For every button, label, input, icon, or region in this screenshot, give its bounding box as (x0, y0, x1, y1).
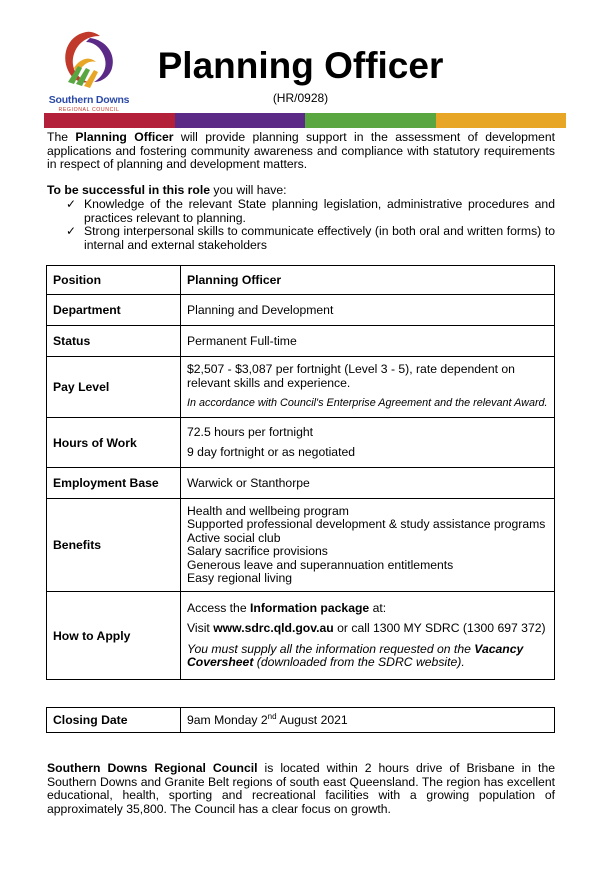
row-value (181, 357, 555, 418)
table-row (47, 592, 555, 680)
benefit-item: Generous leave and superannuation entitlements (187, 557, 454, 572)
apply-line (187, 602, 548, 616)
requirement-text: Strong interpersonal skills to communicate effectively (in both oral and written forms) to internal and external stakeholders (84, 224, 555, 252)
table-row (47, 499, 555, 592)
row-value (181, 418, 555, 468)
apply-text: at: (369, 600, 387, 615)
row-label: Pay Level (47, 357, 181, 418)
row-label: Hours of Work (47, 418, 181, 468)
intro-text: will provide planning support in the assessment of development applications and fostering community awareness and compliance with statutory requirements in respect of planning and development matters. (47, 130, 555, 171)
table-row (47, 708, 555, 733)
closing-date-text: August 2021 (276, 713, 348, 728)
row-value (181, 499, 555, 592)
benefit-item: Active social club (187, 530, 281, 545)
list-item (66, 225, 555, 252)
closing-date-suffix: nd (267, 712, 277, 722)
color-bar-segment (175, 113, 306, 128)
info-package-link[interactable]: Information package (250, 600, 370, 615)
intro-paragraph (47, 131, 555, 172)
row-value: Permanent Full-time (181, 326, 555, 357)
row-label: How to Apply (47, 592, 181, 680)
success-heading (47, 184, 555, 198)
logo-subtitle: REGIONAL COUNCIL (58, 107, 120, 113)
list-item (66, 198, 555, 225)
requirements-list (66, 198, 555, 252)
table-row (47, 357, 555, 418)
apply-text: or call 1300 MY SDRC (1300 697 372) (333, 621, 546, 635)
checkmark-icon: ✓ (66, 197, 77, 211)
apply-text: Access the (187, 600, 250, 615)
color-bar-segment (305, 113, 436, 128)
row-value: Planning Officer (181, 266, 555, 295)
row-label: Department (47, 295, 181, 326)
hours-line: 9 day fortnight or as negotiated (187, 444, 356, 459)
apply-text: (downloaded from the SDRC website). (253, 655, 465, 669)
row-value (181, 592, 555, 680)
apply-text: Visit (187, 621, 214, 635)
benefit-item: Easy regional living (187, 571, 293, 585)
about-text: is located within 2 hours drive of Brisbane in the Southern Downs and Granite Belt regions of south east Queensland. The region has excellent educational, health, sporting and recreational facilities with a growing population of approximately 35,800. The Council has a clear focus on growth. (47, 761, 556, 816)
checkmark-icon: ✓ (66, 224, 77, 238)
row-label: Employment Base (47, 468, 181, 499)
table-row (47, 326, 555, 357)
row-label: Closing Date (47, 708, 181, 733)
table-row (47, 418, 555, 468)
success-heading-text: you will have: (210, 183, 287, 197)
benefit-item: Health and wellbeing program (187, 503, 349, 518)
apply-line (187, 643, 548, 670)
council-name: Southern Downs Regional Council (47, 761, 258, 775)
council-logo (44, 28, 134, 113)
benefit-item: Salary sacrifice provisions (187, 544, 328, 558)
hours-line: 72.5 hours per fortnight (187, 425, 314, 439)
intro-text: The (47, 130, 76, 144)
row-value: Planning and Development (181, 295, 555, 326)
job-details-table (46, 265, 555, 680)
apply-line (187, 622, 548, 636)
row-value (181, 708, 555, 733)
vacancy-coversheet-link[interactable]: Vacancy Coversheet (187, 641, 524, 669)
benefit-item: Supported professional development & study assistance programs (187, 517, 546, 531)
about-paragraph (47, 762, 555, 816)
apply-text: You must supply all the information requested on the (187, 641, 475, 656)
color-bar-segment (436, 113, 567, 128)
color-bar (44, 113, 566, 128)
page-title: Planning Officer (157, 45, 444, 86)
logo-name: Southern Downs (48, 94, 130, 106)
pay-note: In accordance with Council's Enterprise Agreement and the relevant Award. (187, 397, 548, 410)
requirement-text: Knowledge of the relevant State planning legislation, administrative procedures and practices relevant to planning. (84, 197, 555, 225)
row-label: Benefits (47, 499, 181, 592)
color-bar-segment (44, 113, 175, 128)
closing-date-table (46, 707, 555, 733)
table-row (47, 468, 555, 499)
row-label: Position (47, 266, 181, 295)
success-heading-bold: To be successful in this role (47, 183, 210, 197)
job-reference: (HR/0928) (272, 91, 329, 105)
intro-role-name: Planning Officer (75, 130, 174, 144)
row-value: Warwick or Stanthorpe (181, 468, 555, 499)
table-row (47, 266, 555, 295)
council-emblem-icon (56, 28, 122, 92)
website-link[interactable]: www.sdrc.qld.gov.au (213, 621, 334, 635)
closing-date-text: 9am Monday 2 (187, 713, 268, 728)
row-label: Status (47, 326, 181, 357)
table-row (47, 295, 555, 326)
pay-text: $2,507 - $3,087 per fortnight (Level 3 - 5), rate dependent on relevant skills and experience. (187, 362, 515, 390)
